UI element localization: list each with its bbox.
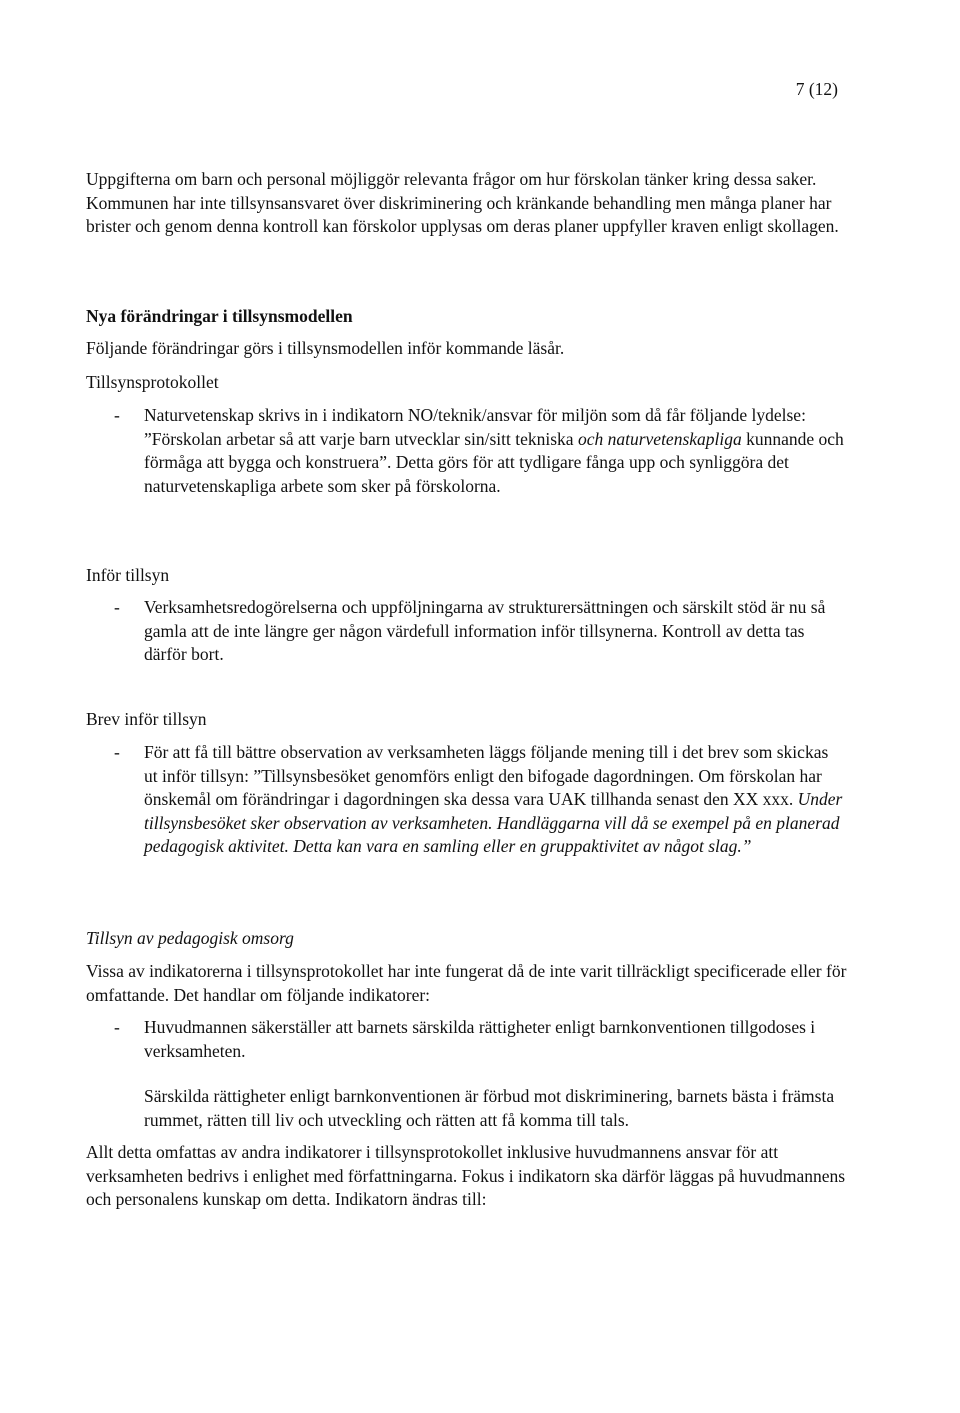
list-dash: - xyxy=(114,742,120,762)
subsection-title-brev: Brev inför tillsyn xyxy=(86,709,207,729)
subsection-title-protokollet: Tillsynsprotokollet xyxy=(86,372,219,392)
text-run: kunnande och förmåga att bygga och konstruera”. Detta görs för att tydligare fånga upp och synliggöra det naturvetenskapliga arbete som sker på förskolorna. xyxy=(144,428,844,496)
section-heading: Nya förändringar i tillsynsmodellen xyxy=(86,306,353,326)
list-dash: - xyxy=(114,1017,120,1037)
section-intro: Följande förändringar görs i tillsynsmodellen inför kommande läsår. xyxy=(86,338,565,358)
page-number: 7 (12) xyxy=(795,79,838,99)
italic-text-run: och naturvetenskapliga xyxy=(577,428,742,449)
subsection-title-omsorg: Tillsyn av pedagogisk omsorg xyxy=(86,928,294,948)
list-item-text xyxy=(144,404,844,498)
list-item-text: Verksamhetsredogörelserna och uppföljningarna av strukturersättningen och särskilt stöd är nu så gamla att de inte längre ger någon värdefull information inför tillsynerna. Kontroll av detta tas därför bort. xyxy=(144,597,826,664)
text-run: För att få till bättre observation av verksamheten läggs följande mening till i det brev som skickas ut inför tillsyn: ”Tillsynsbesöket genomförs enligt den bifogade dagordningen. Om förskolan har önskemål om förändringar i dagordningen ska dessa vara UAK tillhanda senast den XX xxx. xyxy=(144,742,829,809)
italic-text-run: Under tillsynsbesöket sker observation av verksamheten. Handläggarna vill då se exempel på en planerad pedagogisk aktivitet. Detta kan vara en samling eller en gruppaktivitet av något slag.” xyxy=(144,789,843,856)
list-item-text: Huvudmannen säkerställer att barnets särskilda rättigheter enligt barnkonventionen tillgodoses i verksamheten. xyxy=(144,1017,816,1061)
omsorg-intro: Vissa av indikatorerna i tillsynsprotokollet har inte fungerat då de inte varit tillräckligt specificerade eller för omfattande. Det handlar om följande indikatorer: xyxy=(86,961,847,1005)
text-run: Naturvetenskap skrivs in i indikatorn NO/teknik/ansvar för miljön som då får följande lydelse: ”Förskolan arbetar så att varje barn utvecklar sin/sitt tekniska xyxy=(144,405,806,449)
list-item-text xyxy=(144,741,844,859)
closing-paragraph: Allt detta omfattas av andra indikatorer i tillsynsprotokollet inklusive huvudmannens ansvar för att verksamheten bedrivs i enlighet med författningarna. Fokus i indikatorn ska därför läggas på huvudmannens och personalens kunskap om detta. Indikatorn ändras till: xyxy=(86,1142,846,1209)
list-dash: - xyxy=(114,405,120,425)
subsection-title-infor-tillsyn: Inför tillsyn xyxy=(86,565,170,585)
intro-paragraph: Uppgifterna om barn och personal möjliggör relevanta frågor om hur förskolan tänker kring dessa saker. Kommunen har inte tillsynsansvaret över diskriminering och kränkande behandling men många planer har brister och genom denna kontroll kan förskolor upplysas om deras planer uppfyller kraven enligt skollagen. xyxy=(86,169,839,236)
list-item-note: Särskilda rättigheter enligt barnkonventionen är förbud mot diskriminering, barnets bästa i främsta rummet, rätten till liv och utveckling och rätten att få komma till tals. xyxy=(144,1086,835,1130)
list-dash: - xyxy=(114,597,120,617)
